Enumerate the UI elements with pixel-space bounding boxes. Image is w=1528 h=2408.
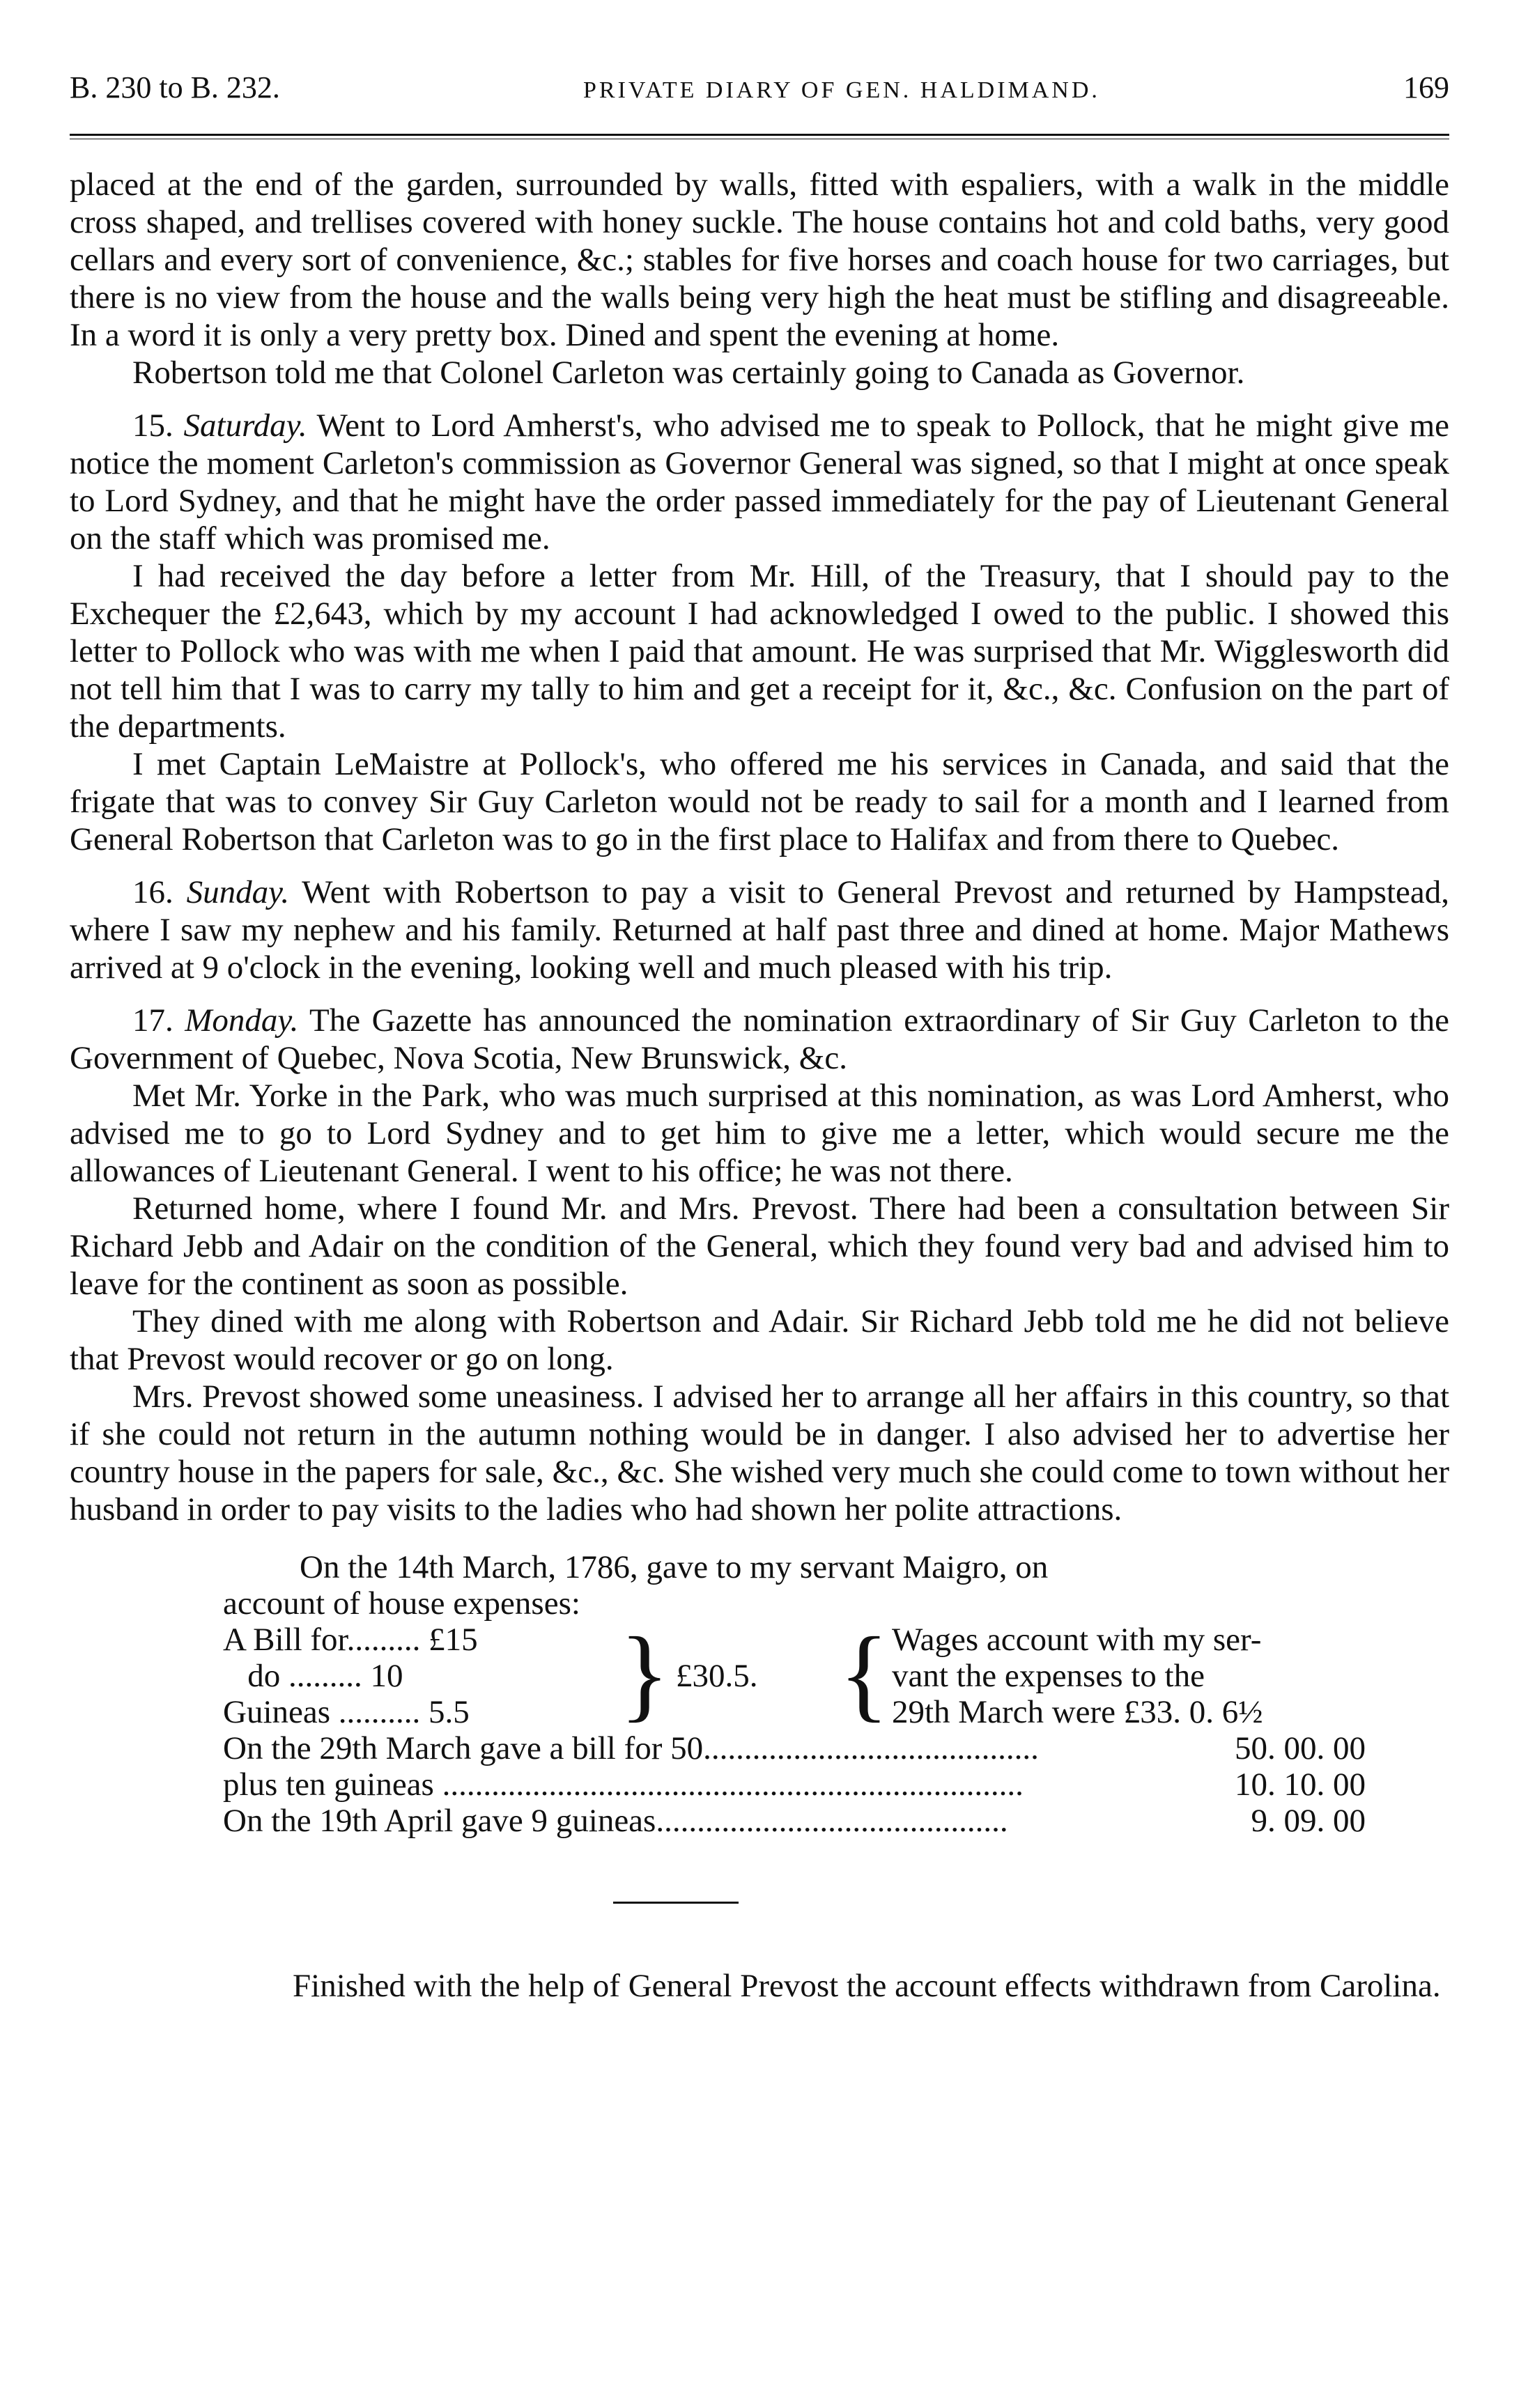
page-number: 169 — [1403, 70, 1449, 104]
account-items — [223, 1622, 613, 1730]
running-title: PRIVATE DIARY OF GEN. HALDIMAND. — [583, 77, 1100, 103]
entry-dayname: Saturday. — [183, 407, 307, 444]
account-line: On the 19th April gave 9 guineas........................................... 9. 09. 00 — [223, 1803, 1366, 1839]
entry-text: The Gazette has announced the nomination extraordinary of Sir Guy Carleton to the Government of Quebec, Nova Scotia, New Brunswick, &c. — [70, 1002, 1449, 1076]
account-item: Guineas .......... 5.5 — [223, 1694, 470, 1730]
paragraph: Robertson told me that Colonel Carleton was certainly going to Canada as Governor. — [132, 355, 1245, 391]
paragraph: They dined with me along with Robertson and Adair. Sir Richard Jebb told me he did not believe that Prevost would recover or go on long. — [70, 1303, 1449, 1377]
entry-day: 16. — [132, 874, 187, 910]
diary-entry-16 — [70, 873, 1449, 986]
account-lines — [223, 1730, 1449, 1839]
diary-entry-17 — [70, 1002, 1449, 1077]
account-intro: On the 14th March, 1786, gave to my servant Maigro, on — [300, 1549, 1049, 1585]
wages-note: Wages account with my ser- vant the expenses to the 29th March were £33. 0. 6½ — [892, 1622, 1263, 1730]
paragraph: I met Captain LeMaistre at Pollock's, who offered me his services in Canada, and said that the frigate that was to convey Sir Guy Carleton would not be ready to sail for a month and I learned from General Robertson that Carleton was to go in the first place to Halifax and from there to Quebec. — [70, 746, 1449, 857]
entry-day: 17. — [132, 1002, 185, 1039]
account-line: plus ten guineas ....................................................................... 10. 10. 00 — [223, 1766, 1366, 1803]
section-divider — [613, 1902, 739, 1904]
account-table — [223, 1616, 1449, 1732]
catalog-range: B. 230 to B. 232. — [70, 70, 280, 104]
account-sum: £30.5. — [676, 1658, 758, 1694]
paragraph: Mrs. Prevost showed some uneasiness. I advised her to arrange all her affairs in this country, so that if she could not return in the autumn nothing would be in danger. I also advised her to advertise her country house in the papers for sale, &c., &c. She wished very much she could come to town without her husband in order to pay visits to the ladies who had shown her polite attractions. — [70, 1378, 1449, 1528]
paragraph: Met Mr. Yorke in the Park, who was much surprised at this nomination, as was Lord Amherst, who advised me to go to Lord Sydney and to get him to give me a letter, which would secure me the allowances of Lieutenant General. I went to his office; he was not there. — [70, 1078, 1449, 1189]
account-item: A Bill for......... £15 — [223, 1622, 478, 1658]
entry-text: Went with Robertson to pay a visit to General Prevost and returned by Hampstead, where I saw my nephew and his family. Returned at half past three and dined at home. Major Mathews arrived at 9 o'clock in the evening, looking well and much pleased with his trip. — [70, 874, 1449, 986]
diary-entry-15 — [70, 407, 1449, 557]
closing-note: Finished with the help of General Prevost the account effects withdrawn from Carolina. — [293, 1968, 1441, 2004]
entry-day: 15. — [132, 407, 184, 444]
account-intro-cont: account of house expenses: — [223, 1585, 580, 1622]
diary-body — [70, 166, 1449, 1528]
entry-dayname: Sunday. — [186, 874, 290, 910]
paragraph: Returned home, where I found Mr. and Mrs. Prevost. There had been a consultation between Sir Richard Jebb and Adair on the condition of the General, which they found very bad and advised him to leave for the continent as soon as possible. — [70, 1190, 1449, 1302]
entry-text: Went to Lord Amherst's, who advised me to speak to Pollock, that he might give me notice the moment Carleton's commission as Governor General was signed, so that I might at once speak to Lord Sydney, and that he might have the order passed immediately for the pay of Lieutenant General on the staff which was promised me. — [70, 407, 1449, 557]
expense-account — [70, 1549, 1449, 1839]
header-rule — [70, 134, 1449, 136]
paragraph: I had received the day before a letter from Mr. Hill, of the Treasury, that I should pay to the Exchequer the £2,643, which by my account I had acknowledged I owed to the public. I showed this letter to Pollock who was with me when I paid that amount. He was surprised that Mr. Wigglesworth did not tell him that I was to carry my tally to him and get a receipt for it, &c., &c. Confusion on the part of the departments. — [70, 558, 1449, 745]
account-line: On the 29th March gave a bill for 50......................................... 50. 00. 00 — [223, 1730, 1366, 1766]
account-item: do ......... 10 — [247, 1658, 403, 1694]
paragraph: placed at the end of the garden, surrounded by walls, fitted with espaliers, with a walk in the middle cross shaped, and trellises covered with honey suckle. The house contains hot and cold baths, very good cellars and every sort of convenience, &c.; stables for five horses and coach house for two carriages, but there is no view from the house and the walls being very high the heat must be stifling and disagreeable. In a word it is only a very pretty box. Dined and spent the evening at home. — [70, 166, 1449, 353]
page — [70, 70, 1449, 2005]
left-brace: { — [839, 1616, 889, 1732]
entry-dayname: Monday. — [185, 1002, 299, 1039]
running-header — [70, 70, 1449, 118]
right-brace: } — [619, 1616, 670, 1732]
